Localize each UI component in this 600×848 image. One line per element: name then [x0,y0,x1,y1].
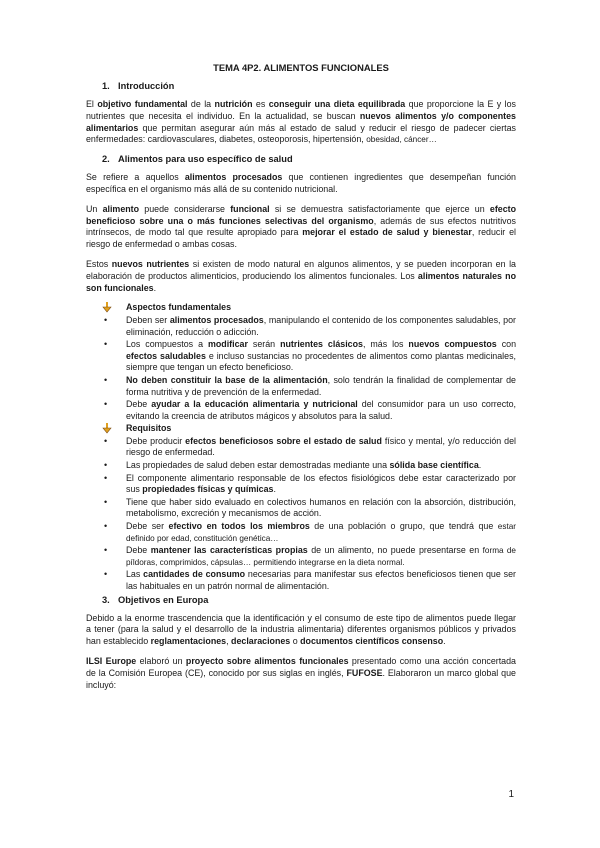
bullet-icon: • [104,545,108,556]
nutrients-paragraph: Estos nuevos nutrientes si existen de modo natural en algunos alimentos, y se pueden incorporan en la elaboración de productos alimenticios, produciendo los alimentos funcionales. Los alimentos naturales no son funcionales. [86,258,516,293]
list-item: • Debe mantener las características propias de un alimento, no puede presentarse en forma de píldoras, comprimidos, cápsulas… permitiendo integrarse en la dieta normal. [104,545,516,567]
bullet-icon: • [104,374,108,385]
bullet-icon: • [104,472,108,483]
bullet-icon: • [104,435,108,446]
list-item: • No deben constituir la base de la alimentación, solo tendrán la finalidad de complementar de forma nutritiva y de prevención de la enfermedad. [104,374,516,397]
list-item: • Deben ser alimentos procesados, manipulando el contenido de los componentes saludables, por eliminación, reducción o adicción. [104,314,516,337]
bullet-icon: • [104,521,108,532]
definition-paragraph: Se refiere a aquellos alimentos procesados que contienen ingredientes que desempeñan función específica en el organismo más allá de su contenido nutricional. [86,172,516,194]
arrow-down-icon [102,302,112,313]
bullet-icon: • [104,399,108,410]
bullet-icon: • [104,460,108,471]
document-page [86,62,516,699]
list-item: • El componente alimentario responsable de los efectos fisiológicos debe estar caracterizado por sus propiedades físicas y químicas. [104,472,516,495]
ilsi-paragraph: ILSI Europe elaboró un proyecto sobre alimentos funcionales presentado como una acción concertada de la Comisión Europea (CE), conocido por sus siglas en inglés, FUFOSE. Elaboraron un marco global que incluyó: [86,656,516,690]
list-item: • Debe producir efectos beneficiosos sobre el estado de salud físico y mental, y/o reducción del riesgo de enfermedad. [104,435,516,458]
list-item: • Debe ser efectivo en todos los miembros de una población o grupo, que tendrá que estar definido por edad, constitución genética… [104,521,516,543]
bullet-icon: • [104,496,108,507]
document-title: TEMA 4P2. ALIMENTOS FUNCIONALES [213,62,389,73]
section-heading-1: 1. Introducción [102,81,175,91]
intro-paragraph: El objetivo fundamental de la nutrición es conseguir una dieta equilibrada que proporcione la E y los nutrientes que necesita el individuo. En la actualidad, se buscan nuevos alimentos y/o componentes alimentarios que permitan asegurar aún más al estado de salud y reducir el riesgo de padecer ciertas enfermedades: cardiovasculares, diabetes, osteoporosis, hipertensión, obesidad, cáncer… [86,99,516,145]
page-number: 1 [508,789,514,800]
bullet-icon: • [104,314,108,325]
arrow-down-icon [102,423,112,434]
functional-food-paragraph: Un alimento puede considerarse funcional si se demuestra satisfactoriamente que ejerce un efecto beneficioso sobre una o más funciones selectivas del organismo, además de sus efectos nutritivos intrínsecos, de modo tal que resulte apropiado para mejorar el estado de salud y bienestar, reducir el riesgo de enfermedad o ambas cosas. [86,203,517,250]
requirements-heading: Requisitos [86,423,516,435]
list-item: • Las propiedades de salud deben estar demostradas mediante una sólida base científica. [104,460,482,471]
bullet-icon: • [104,339,108,350]
list-item: • Las cantidades de consumo necesarias para manifestar sus efectos beneficiosos tienen que ser las habituales en un patrón normal de alimentación. [104,569,516,592]
bullet-icon: • [104,569,108,580]
list-item: • Debe ayudar a la educación alimentaria y nutricional del consumidor para un uso correcto, evitando la creencia de atributos mágicos y absolutos para la salud. [104,399,517,421]
aspects-list [86,302,516,592]
aspects-heading: Aspectos fundamentales [86,302,516,314]
europe-paragraph: Debido a la enorme trascendencia que la identificación y el consumo de este tipo de alimentos puede llegar a tener (para la salud y el desarrollo de la industria alimentaria) diferentes organismos públicos y privados han establecido reglamentaciones, declaraciones o documentos científicos consenso. [86,612,516,647]
section-heading-2: 2. Alimentos para uso específico de salud [102,154,293,165]
section-heading-3: 3. Objetivos en Europa [102,594,209,605]
list-item: • Tiene que haber sido evaluado en colectivos humanos en relación con la absorción, distribución, metabolismo, excreción y mecanismos de acción. [104,496,516,519]
list-item: • Los compuestos a modificar serán nutrientes clásicos, más los nuevos compuestos con efectos saludables e incluso sustancias no procedentes de alimentos como plantas medicinales, siempre que tengan un efecto beneficioso. [104,339,517,373]
